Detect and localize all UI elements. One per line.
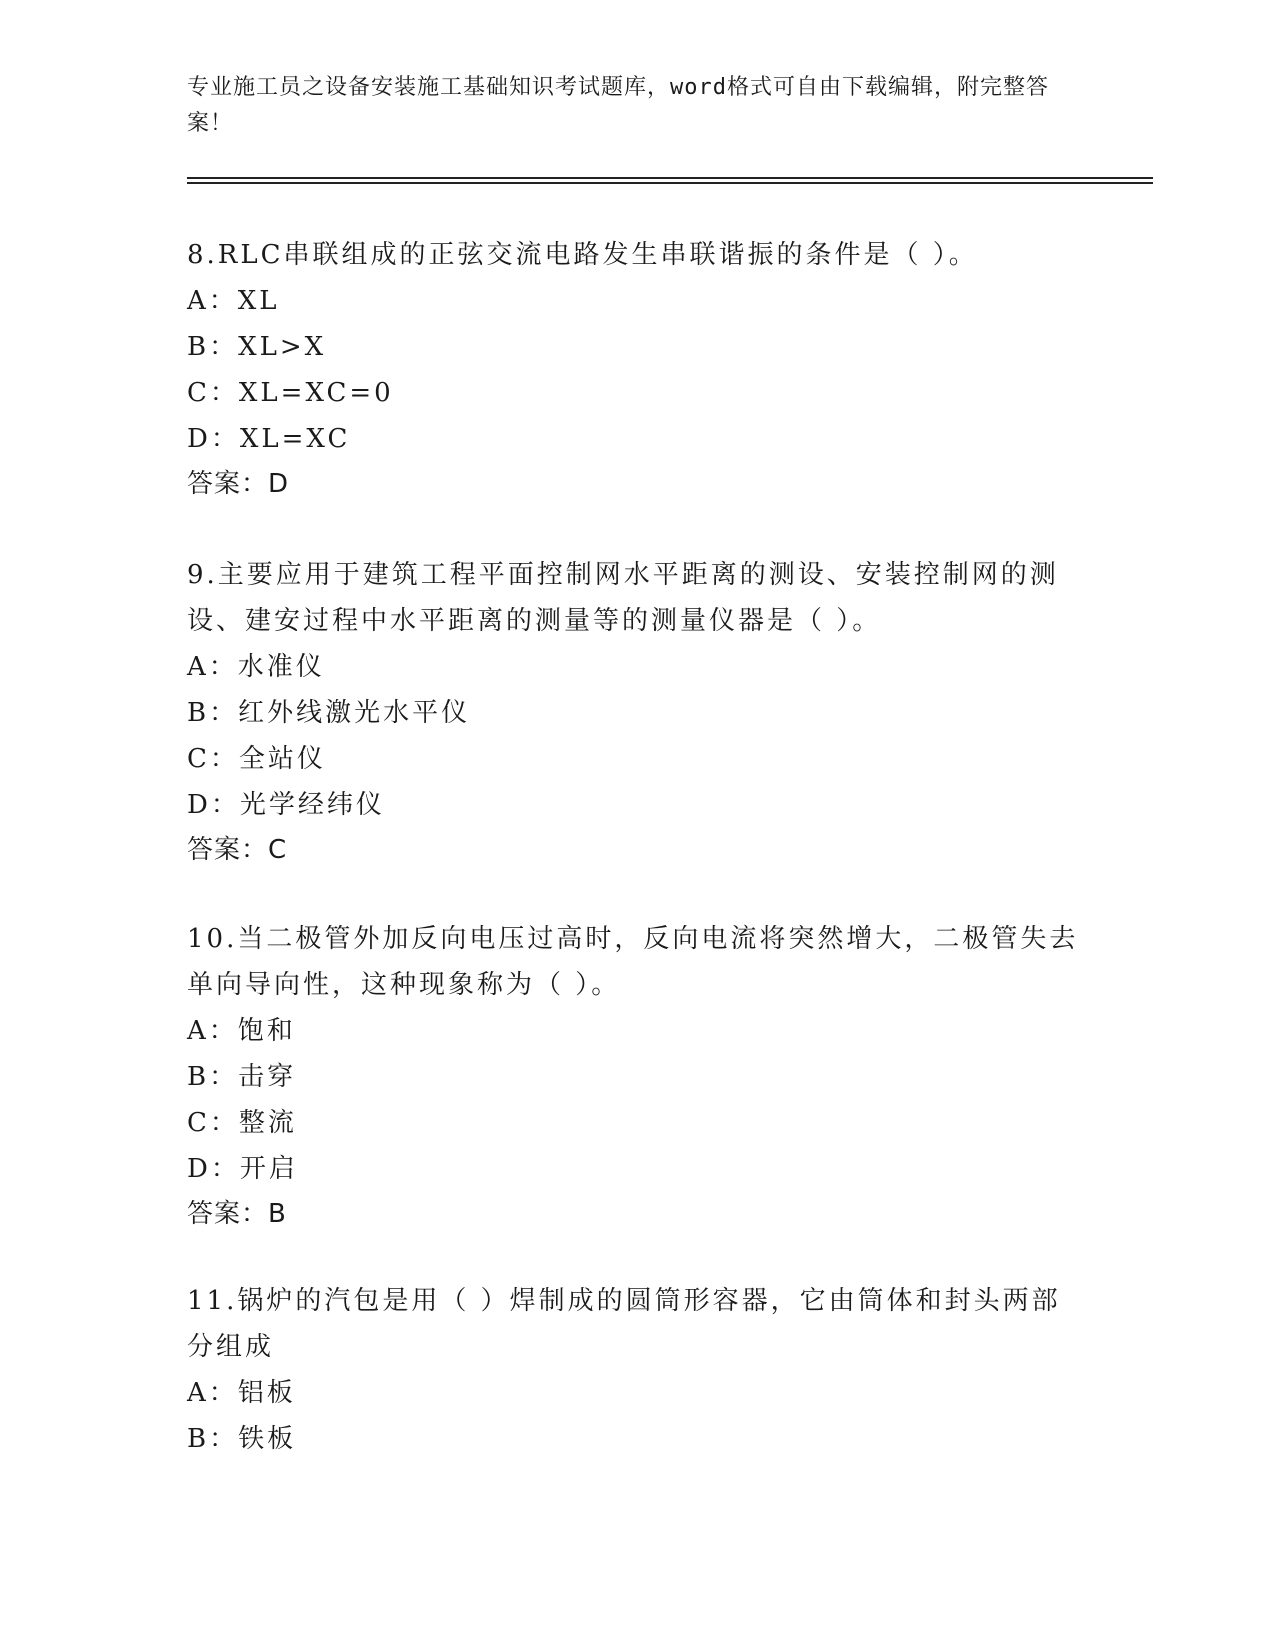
question-stem: 9.主要应用于建筑工程平面控制网水平距离的测设、安装控制网的测设、建安过程中水平距离的测量等的测量仪器是（ ）。 (187, 560, 1059, 636)
option-b: B：铁板 (187, 1424, 297, 1454)
answer-label: 答案：D (187, 469, 290, 499)
answer-label: 答案：C (187, 835, 288, 865)
option-d: D：开启 (187, 1154, 298, 1184)
document-header: 专业施工员之设备安装施工基础知识考试题库，word格式可自由下载编辑，附完整答案！ (187, 75, 1049, 136)
option-a: A：铝板 (187, 1378, 296, 1408)
option-b: B：红外线激光水平仪 (187, 698, 471, 728)
question-11 (187, 1278, 1087, 1462)
option-d: D：XL=XC (187, 424, 351, 454)
option-a: A：水准仪 (187, 652, 325, 682)
option-c: C：XL=XC=0 (187, 378, 394, 408)
question-stem: 8.RLC串联组成的正弦交流电路发生串联谐振的条件是（ ）。 (187, 240, 978, 270)
header-divider-bottom (187, 182, 1153, 184)
option-b: B：XL>X (187, 332, 327, 362)
option-d: D：光学经纬仪 (187, 790, 385, 820)
question-stem: 11.锅炉的汽包是用（ ）焊制成的圆筒形容器，它由筒体和封头两部分组成 (187, 1286, 1061, 1362)
option-a: A：XL (187, 286, 280, 316)
question-10 (187, 916, 1087, 1236)
option-a: A：饱和 (187, 1016, 296, 1046)
header-divider-top (187, 177, 1153, 179)
question-8 (187, 232, 1087, 506)
option-c: C：整流 (187, 1108, 297, 1138)
question-9 (187, 552, 1087, 872)
answer-label: 答案：B (187, 1199, 287, 1229)
option-c: C：全站仪 (187, 744, 326, 774)
option-b: B：击穿 (187, 1062, 297, 1092)
question-stem: 10.当二极管外加反向电压过高时，反向电流将突然增大，二极管失去单向导向性，这种现象称为（ ）。 (187, 924, 1079, 1000)
